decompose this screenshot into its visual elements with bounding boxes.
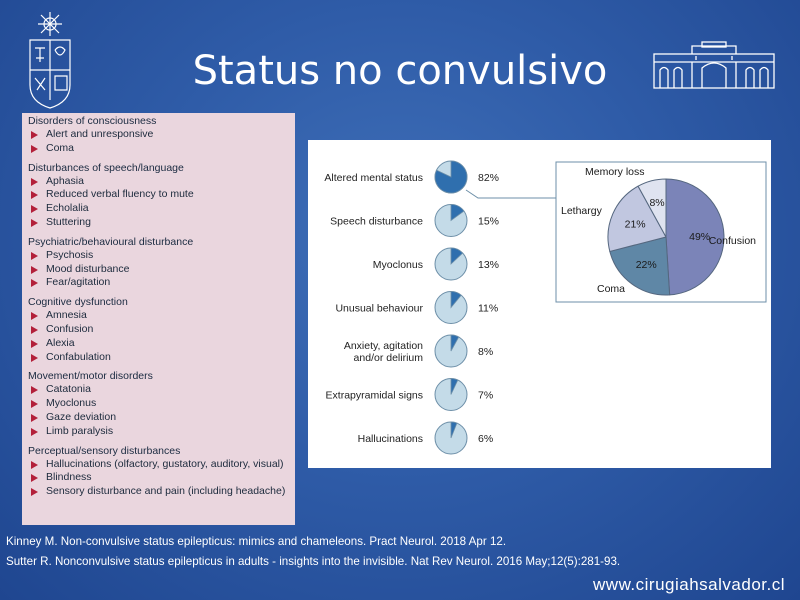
symptom-item — [28, 263, 289, 277]
connector-line — [466, 190, 556, 198]
symptom-category-title: Disorders of consciousness — [28, 115, 157, 127]
inset-slice-label: Confusion — [708, 235, 756, 247]
symptom-item-label: Alexia — [46, 336, 75, 349]
pie-row-label: Unusual behaviour — [335, 302, 423, 315]
triangle-bullet-icon — [31, 191, 38, 199]
pie-row-label: Altered mental status — [324, 172, 423, 184]
symptom-item — [28, 323, 289, 337]
website-url: www.cirugiahsalvador.cl — [593, 575, 785, 594]
pie-row-value: 82% — [478, 172, 500, 184]
symptom-item — [28, 309, 289, 323]
symptom-item-label: Coma — [46, 141, 75, 154]
triangle-bullet-icon — [31, 252, 38, 260]
triangle-bullet-icon — [31, 312, 38, 320]
triangle-bullet-icon — [31, 428, 38, 436]
triangle-bullet-icon — [31, 400, 38, 408]
inset-slice-label: Memory loss — [585, 166, 645, 178]
symptom-item-label: Myoclonus — [46, 397, 97, 410]
symptom-category-title: Psychiatric/behavioural disturbance — [28, 235, 194, 248]
symptom-item-label: Stuttering — [46, 215, 91, 228]
triangle-bullet-icon — [31, 386, 38, 394]
symptom-item-label: Amnesia — [46, 309, 87, 322]
symptom-item — [28, 202, 289, 216]
inset-slice-value: 8% — [649, 197, 665, 210]
inset-slice-value: 22% — [635, 259, 657, 272]
university-crest-logo — [25, 10, 75, 110]
triangle-bullet-icon — [31, 205, 38, 213]
symptom-item-label: Reduced verbal fluency to mute — [46, 188, 194, 201]
triangle-bullet-icon — [31, 488, 38, 496]
symptom-item — [28, 397, 289, 411]
inset-slice-label: Lethargy — [561, 205, 602, 217]
pie-row-value: 11% — [478, 302, 499, 315]
pie-row-label: Myoclonus — [372, 259, 423, 271]
symptom-category-title: Disturbances of speech/language — [28, 161, 184, 174]
inset-slice-label: Coma — [597, 283, 626, 295]
triangle-bullet-icon — [31, 326, 38, 334]
pie-row-value: 7% — [478, 389, 494, 402]
references — [6, 532, 786, 572]
symptom-item — [28, 485, 289, 499]
triangle-bullet-icon — [31, 279, 38, 287]
symptom-item-label: Limb paralysis — [46, 424, 114, 437]
symptom-item — [28, 471, 289, 485]
triangle-bullet-icon — [31, 461, 38, 469]
symptom-item-label: Psychosis — [46, 248, 94, 261]
symptom-item — [28, 276, 289, 290]
symptom-list-panel — [22, 113, 295, 525]
triangle-bullet-icon — [31, 414, 38, 422]
slide-title: Status no convulsivo — [192, 48, 608, 94]
reference-1: Kinney M. Non-convulsive status epilepticus: mimics and chameleons. Pract Neurol. 2018 Apr 12. — [6, 535, 507, 548]
triangle-bullet-icon — [31, 340, 38, 348]
symptom-item-label: Sensory disturbance and pain (including headache) — [46, 485, 286, 498]
symptom-item-label: Aphasia — [46, 174, 84, 187]
symptom-category-title: Cognitive dysfunction — [28, 296, 128, 309]
symptom-item — [28, 337, 289, 351]
pie-row-value: 15% — [478, 215, 500, 228]
hospital-building-logo — [652, 40, 776, 90]
symptom-item-label: Confusion — [46, 322, 94, 335]
triangle-bullet-icon — [31, 178, 38, 186]
pie-row-value: 8% — [478, 346, 494, 358]
symptom-item-label: Alert and unresponsive — [46, 128, 154, 140]
symptom-item-label: Blindness — [46, 471, 92, 484]
reference-2: Sutter R. Nonconvulsive status epilepticus in adults - insights into the invisible. Nat Rev Neurol. 2016 May;12(5):281-93. — [6, 555, 621, 568]
triangle-bullet-icon — [31, 131, 38, 139]
pie-charts-svg — [308, 140, 771, 468]
symptom-item-label: Confabulation — [46, 350, 111, 363]
triangle-bullet-icon — [31, 266, 38, 274]
symptom-item — [28, 458, 289, 472]
symptom-item — [28, 425, 289, 439]
inset-slice-value: 21% — [624, 218, 646, 231]
symptom-item-label: Gaze deviation — [46, 410, 117, 423]
triangle-bullet-icon — [31, 354, 38, 362]
symptom-item — [28, 188, 289, 202]
pie-row-label: Anxiety, agitation and/or delirium — [343, 340, 423, 364]
symptom-item-label: Hallucinations (olfactory, gustatory, auditory, visual) — [46, 457, 284, 470]
symptom-item — [28, 411, 289, 425]
pie-row-label: Speech disturbance — [330, 215, 423, 228]
symptom-item — [28, 351, 289, 365]
triangle-bullet-icon — [31, 145, 38, 153]
symptom-item — [28, 249, 289, 263]
pie-row-label: Extrapyramidal signs — [325, 389, 423, 402]
symptom-item-label: Mood disturbance — [46, 262, 130, 275]
symptom-item — [28, 216, 289, 230]
triangle-bullet-icon — [31, 219, 38, 227]
symptom-item — [28, 175, 289, 189]
symptom-item-label: Catatonia — [46, 383, 91, 396]
pie-row-value: 13% — [478, 259, 500, 271]
symptom-item — [28, 142, 289, 156]
symptom-item-label: Echolalia — [46, 202, 89, 215]
symptom-item-label: Fear/agitation — [46, 276, 111, 289]
symptom-item — [28, 128, 289, 142]
pie-row-label: Hallucinations — [357, 433, 423, 445]
symptom-item — [28, 383, 289, 397]
pie-row-value: 6% — [478, 433, 494, 445]
triangle-bullet-icon — [31, 474, 38, 482]
symptom-category-title: Perceptual/sensory disturbances — [28, 444, 181, 457]
pie-figure-panel — [308, 140, 771, 468]
inset-slice-value: 49% — [689, 230, 711, 243]
symptom-category-title: Movement/motor disorders — [28, 370, 153, 383]
